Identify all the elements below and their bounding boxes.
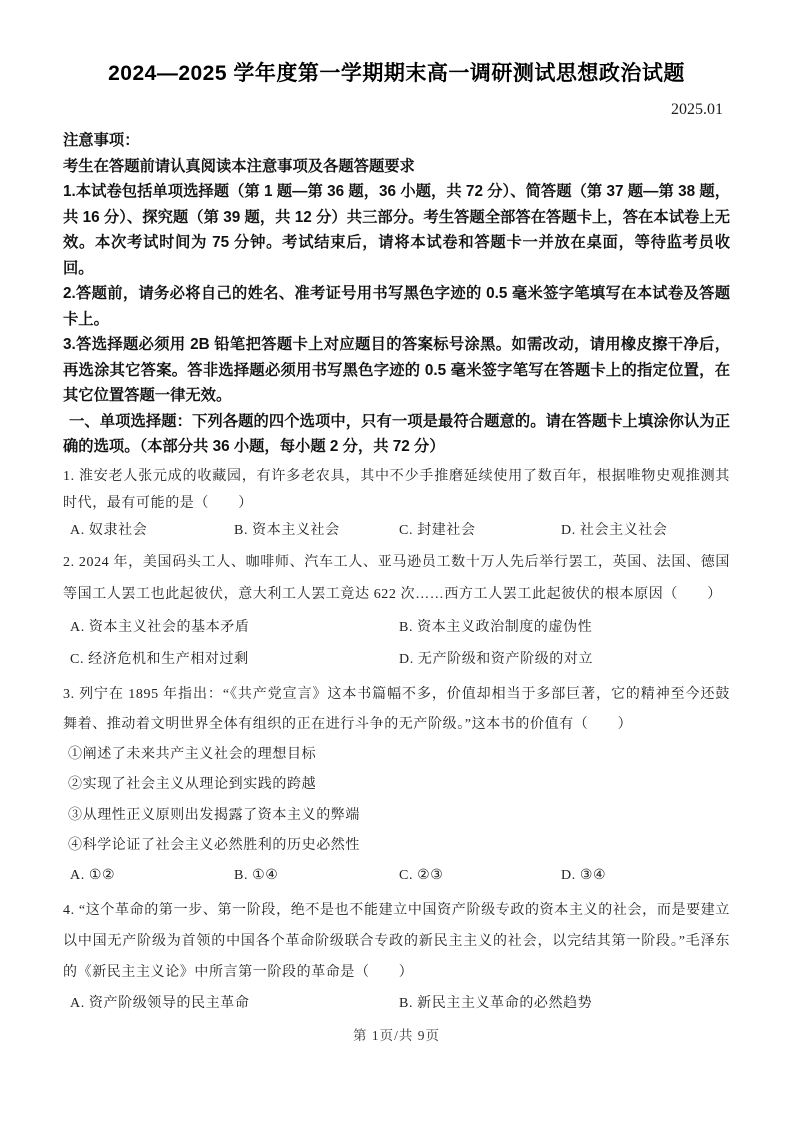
question-2-option-c: C. 经济危机和生产相对过剩 — [70, 652, 249, 667]
question-1-option-d: D. 社会主义社会 — [561, 522, 668, 538]
section-heading: 一、单项选择题：下列各题的四个选项中，只有一项是最符合题意的。请在答题卡上填涂你认为正确的选项。（本部分共 36 小题，每小题 2 分，共 72 分） — [63, 412, 730, 455]
question-2-options-row-1 — [63, 612, 730, 645]
question-1-options — [63, 517, 730, 544]
question-1-option-a: A. 奴隶社会 — [70, 522, 148, 538]
question-3-statement-1: ①阐述了未来共产主义社会的理想目标 — [68, 747, 317, 763]
question-2-option-b: B. 资本主义政治制度的虚伪性 — [399, 619, 593, 635]
question-2 — [63, 547, 730, 677]
question-3-text: 3. 列宁在 1895 年指出：“《共产党宣言》这本书篇幅不多，价值却相当于多部巨著，它的精神至今还鼓舞着、推动着文明世界全体有组织的正在进行斗争的无产阶级。”这本书的价值有（ ） — [63, 686, 730, 732]
question-4-option-b: B. 新民主主义革命的必然趋势 — [399, 995, 593, 1011]
question-4 — [63, 895, 730, 1019]
question-2-text: 2. 2024 年，美国码头工人、咖啡师、汽车工人、亚马逊员工数十万人先后举行罢工，英国、法国、德国等国工人罢工也此起彼伏，意大利工人罢工竟达 622 次……西方工人罢工此起彼伏的根本原因（ ） — [63, 554, 730, 602]
notice-heading: 注意事项： — [63, 132, 140, 149]
exam-date: 2025.01 — [671, 101, 723, 118]
question-1 — [63, 463, 730, 544]
question-3 — [63, 680, 730, 892]
question-3-option-a: A. ①② — [70, 868, 116, 884]
question-4-options — [63, 988, 730, 1019]
notice-item-3: 3.答选择题必须用 2B 铅笔把答题卡上对应题目的答案标号涂黑。如需改动，请用橡皮擦干净后，再选涂其它答案。答非选择题必须用书写黑色字迹的 0.5 毫米签字笔写在答题卡上的指定位置，在其它位置答题一律无效。 — [63, 336, 730, 404]
question-3-option-c: C. ②③ — [399, 868, 444, 884]
question-3-statement-2: ②实现了社会主义从理论到实践的跨越 — [68, 777, 317, 793]
page-footer: 第 1页/共 9页 — [352, 1028, 440, 1043]
question-3-statement-4: ④科学论证了社会主义必然胜利的历史必然性 — [68, 837, 360, 853]
page-title: 2024—2025 学年度第一学期期末高一调研测试思想政治试题 — [108, 62, 685, 85]
question-2-option-d: D. 无产阶级和资产阶级的对立 — [399, 652, 594, 667]
question-2-options-row-2 — [63, 644, 730, 677]
question-2-option-a: A. 资本主义社会的基本矛盾 — [70, 619, 250, 635]
question-3-option-d: D. ③④ — [561, 868, 607, 884]
question-3-option-b: B. ①④ — [234, 868, 279, 884]
question-3-options — [63, 861, 730, 891]
notice-intro: 考生在答题前请认真阅读本注意事项及各题答题要求 — [63, 157, 415, 175]
question-4-text: 4. “这个革命的第一步、第一阶段，绝不是也不能建立中国资产阶级专政的资本主义的社会，而是要建立以中国无产阶级为首领的中国各个革命阶级联合专政的新民主主义的社会，以完结其第一阶段。”毛泽东的《新民主主义论》中所言第一阶段的革命是（ ） — [63, 902, 730, 980]
question-1-option-b: B. 资本主义社会 — [234, 522, 340, 538]
question-1-option-c: C. 封建社会 — [399, 522, 476, 538]
notice-item-2: 2.答题前，请务必将自己的姓名、准考证号用书写黑色字迹的 0.5 毫米签字笔填写在本试卷及答题卡上。 — [63, 285, 730, 328]
question-1-text: 1. 淮安老人张元成的收藏园，有许多老农具，其中不少手推磨延续使用了数百年，根据唯物史观推测其时代，最有可能的是（ ） — [63, 468, 730, 511]
question-3-statement-3: ③从理性正义原则出发揭露了资本主义的弊端 — [68, 807, 360, 823]
notice-item-1: 1.本试卷包括单项选择题（第 1 题—第 36 题，36 小题，共 72 分）、简答题（第 37 题—第 38 题，共 16 分）、探究题（第 39 题，共 12 分）共三部分。考生答题全部答在答题卡上，答在本试卷上无效。本次考试时间为 75 分钟。考试结束后，请将本试卷和答题卡一并放在桌面，等待监考员收回。 — [63, 183, 730, 277]
question-4-option-a: A. 资产阶级领导的民主革命 — [70, 995, 250, 1011]
